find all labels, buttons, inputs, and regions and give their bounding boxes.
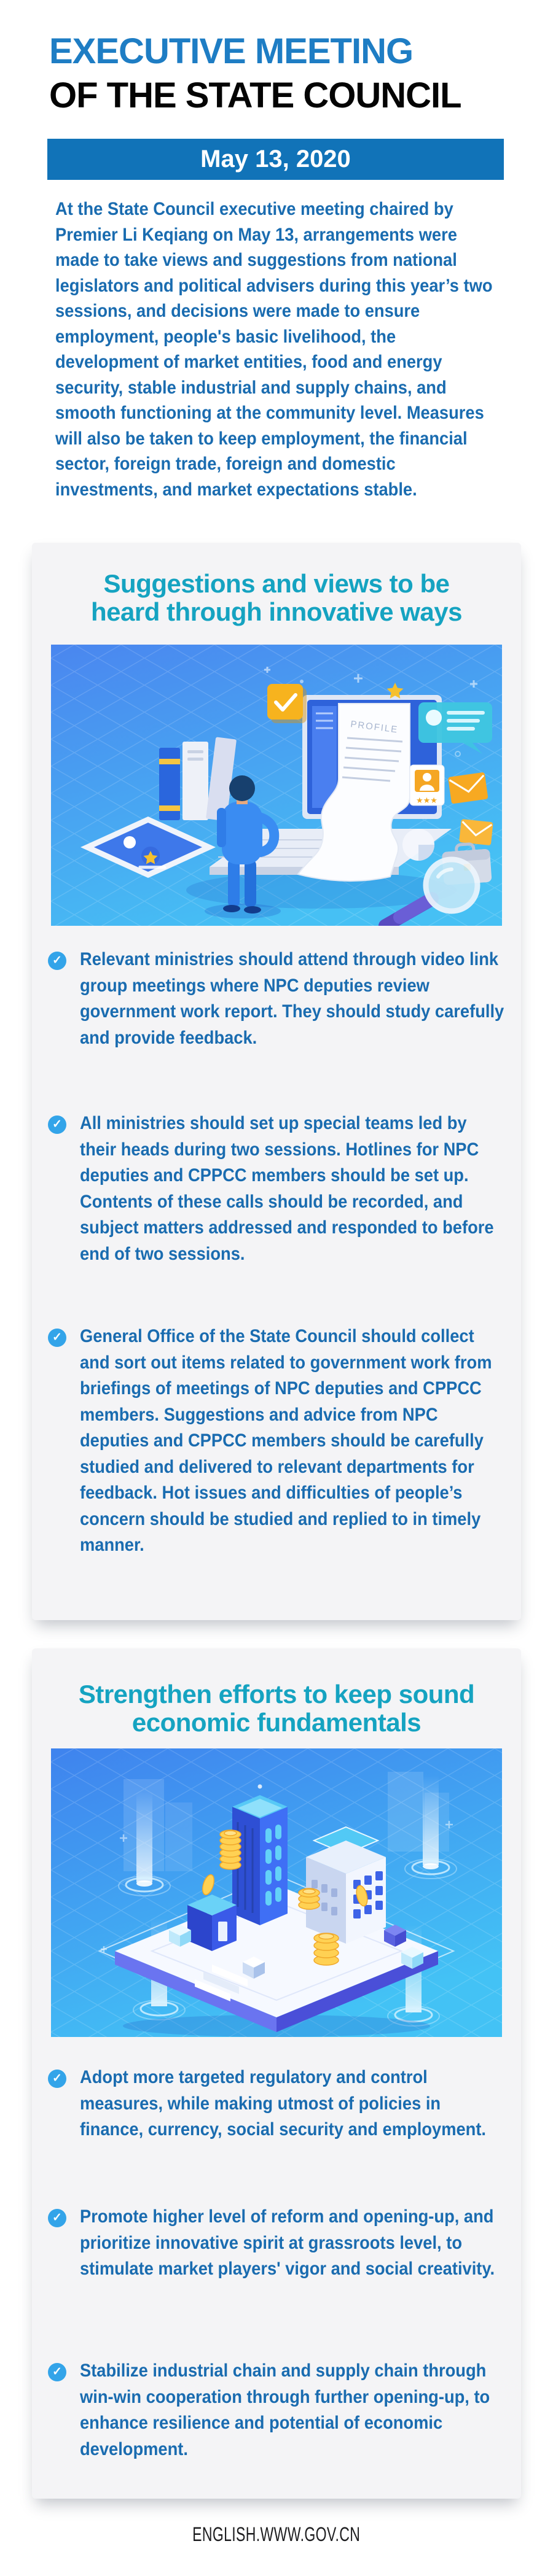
bullet-text: Promote higher level of reform and opening-up, and prioritize innovative spirit at grassroots level, to stimulate market players' vigor and social creativity. <box>80 2206 495 2279</box>
bullet-item <box>48 1111 547 1267</box>
check-icon: ✓ <box>48 1115 66 1134</box>
bullet-text: Stabilize industrial chain and supply chain through win-win cooperation through further opening-up, to enhance resilience and potential of economic development. <box>80 2361 490 2459</box>
bullet-item <box>48 1324 547 1559</box>
bullet-text: Adopt more targeted regulatory and control measures, while making utmost of policies in finance, currency, social security and employment. <box>80 2067 487 2140</box>
card-suggestions <box>32 543 521 1620</box>
bullet-item <box>48 2358 547 2462</box>
profile-label: PROFILE <box>350 719 399 735</box>
kiosk-icon <box>187 1895 237 1951</box>
check-icon: ✓ <box>48 2209 66 2227</box>
page-title-line2: OF THE STATE COUNCIL <box>49 76 461 115</box>
card-heading-line1: Suggestions and views to be <box>103 569 450 598</box>
bullet-text: General Office of the State Council should collect and sort out items related to government work from briefings of meetings of NPC deputies and CPPCC members. Suggestions and advice from NPC deputies and CPPCC members should be carefully studied and delivered to relevant departments for feedback. Hot issues and difficulties of people’s concern should be studied and replied to in timely manner. <box>80 1326 492 1555</box>
card-heading <box>32 1680 521 1737</box>
footer-site-url: ENGLISH.WWW.GOV.CN <box>192 2523 361 2545</box>
check-icon: ✓ <box>48 1329 66 1347</box>
envelope-icon <box>448 772 488 804</box>
economy-illustration <box>51 1748 502 2037</box>
person-reviewing-report-illustration <box>51 645 502 926</box>
bullet-item <box>48 2065 547 2143</box>
card-heading-line2: heard through innovative ways <box>91 597 462 626</box>
card-economy <box>32 1648 521 2499</box>
footer <box>0 2523 553 2546</box>
skyscraper-icon <box>232 1785 288 1926</box>
date-banner: May 13, 2020 <box>47 139 504 180</box>
bullet-item <box>48 2204 547 2283</box>
card-heading-line2: economic fundamentals <box>131 1708 422 1737</box>
check-icon: ✓ <box>48 2363 66 2381</box>
page-title-line1: EXECUTIVE MEETING <box>49 31 414 71</box>
card-heading <box>32 570 521 626</box>
bullet-item <box>48 947 547 1051</box>
bullet-text: Relevant ministries should attend through video link group meetings where NPC deputies review government work report. They should study carefully and provide feedback. <box>80 949 504 1048</box>
city-buildings-coins-illustration <box>51 1748 502 2037</box>
pie-chart-icon <box>402 829 434 861</box>
check-icon: ✓ <box>48 952 66 970</box>
rating-stars: ★★★ <box>416 796 437 805</box>
check-card-icon <box>267 684 307 723</box>
intro-paragraph: At the State Council executive meeting chaired by Premier Li Keqiang on May 13, arrangements were made to take views and suggestions from national legislators and political advisers during this year’s two sessions, and decisions were made to ensure employment, people's basic livelihood, the development of market entities, food and energy security, stable industrial and supply chains, and smooth functioning at the community level. Measures will also be taken to keep employment, the financial sector, foreign trade, foreign and domestic investments, and market expectations stable. <box>55 199 493 500</box>
card-heading-line1: Strengthen efforts to keep sound <box>78 1680 475 1709</box>
bullet-text: All ministries should set up special teams led by their heads during two sessions. Hotlines for NPC deputies and CPPCC members should be set up. Contents of these calls should be recorded, and subject matters addressed and responded to before end of two sessions. <box>80 1113 494 1264</box>
check-icon: ✓ <box>48 2070 66 2088</box>
envelope-icon <box>459 819 493 845</box>
suggestions-illustration <box>51 645 502 926</box>
